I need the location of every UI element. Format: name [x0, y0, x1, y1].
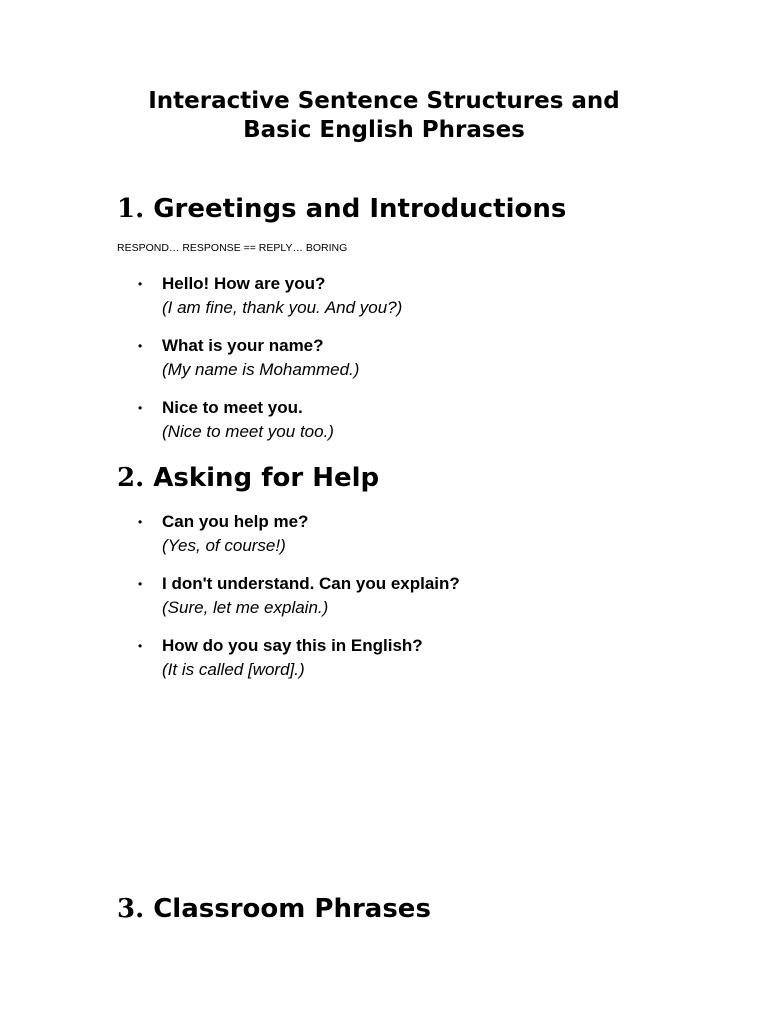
phrase-text: Hello! How are you? — [162, 274, 326, 293]
document-title — [84, 87, 684, 145]
list-item — [117, 634, 460, 682]
list-item — [117, 572, 460, 620]
document-title-line-2: Basic English Phrases — [243, 117, 525, 143]
section-number: 3. — [117, 894, 145, 924]
section-number: 1. — [117, 194, 145, 224]
response-text: (My name is Mohammed.) — [162, 360, 360, 379]
phrase-text: How do you say this in English? — [162, 636, 423, 655]
section-title: Greetings and Introductions — [153, 194, 567, 224]
response-text: (Yes, of course!) — [162, 536, 286, 555]
bullet-icon: • — [138, 401, 143, 415]
section-title: Asking for Help — [153, 463, 380, 493]
phrase-text: Can you help me? — [162, 512, 309, 531]
response-text: (Sure, let me explain.) — [162, 598, 329, 617]
bullet-icon: • — [138, 639, 143, 653]
list-item — [117, 396, 402, 444]
response-text: (Nice to meet you too.) — [162, 422, 334, 441]
response-text: (I am fine, thank you. And you?) — [162, 298, 403, 317]
handwritten-note: RESPOND… RESPONSE == REPLY… BORING — [117, 242, 348, 254]
greetings-phrase-list — [117, 272, 402, 444]
phrase-text: I don't understand. Can you explain? — [162, 574, 460, 593]
list-item — [117, 510, 460, 558]
document-title-line-1: Interactive Sentence Structures and — [148, 88, 620, 114]
section-title: Classroom Phrases — [153, 894, 431, 924]
section-heading-greetings — [117, 193, 566, 225]
section-heading-classroom-phrases — [117, 893, 431, 925]
help-phrase-list — [117, 510, 460, 682]
list-item — [117, 334, 402, 382]
section-number: 2. — [117, 463, 145, 493]
phrase-text: What is your name? — [162, 336, 324, 355]
section-heading-asking-for-help — [117, 462, 379, 494]
phrase-text: Nice to meet you. — [162, 398, 303, 417]
bullet-icon: • — [138, 577, 143, 591]
response-text: (It is called [word].) — [162, 660, 305, 679]
bullet-icon: • — [138, 277, 143, 291]
bullet-icon: • — [138, 515, 143, 529]
list-item — [117, 272, 402, 320]
bullet-icon: • — [138, 339, 143, 353]
